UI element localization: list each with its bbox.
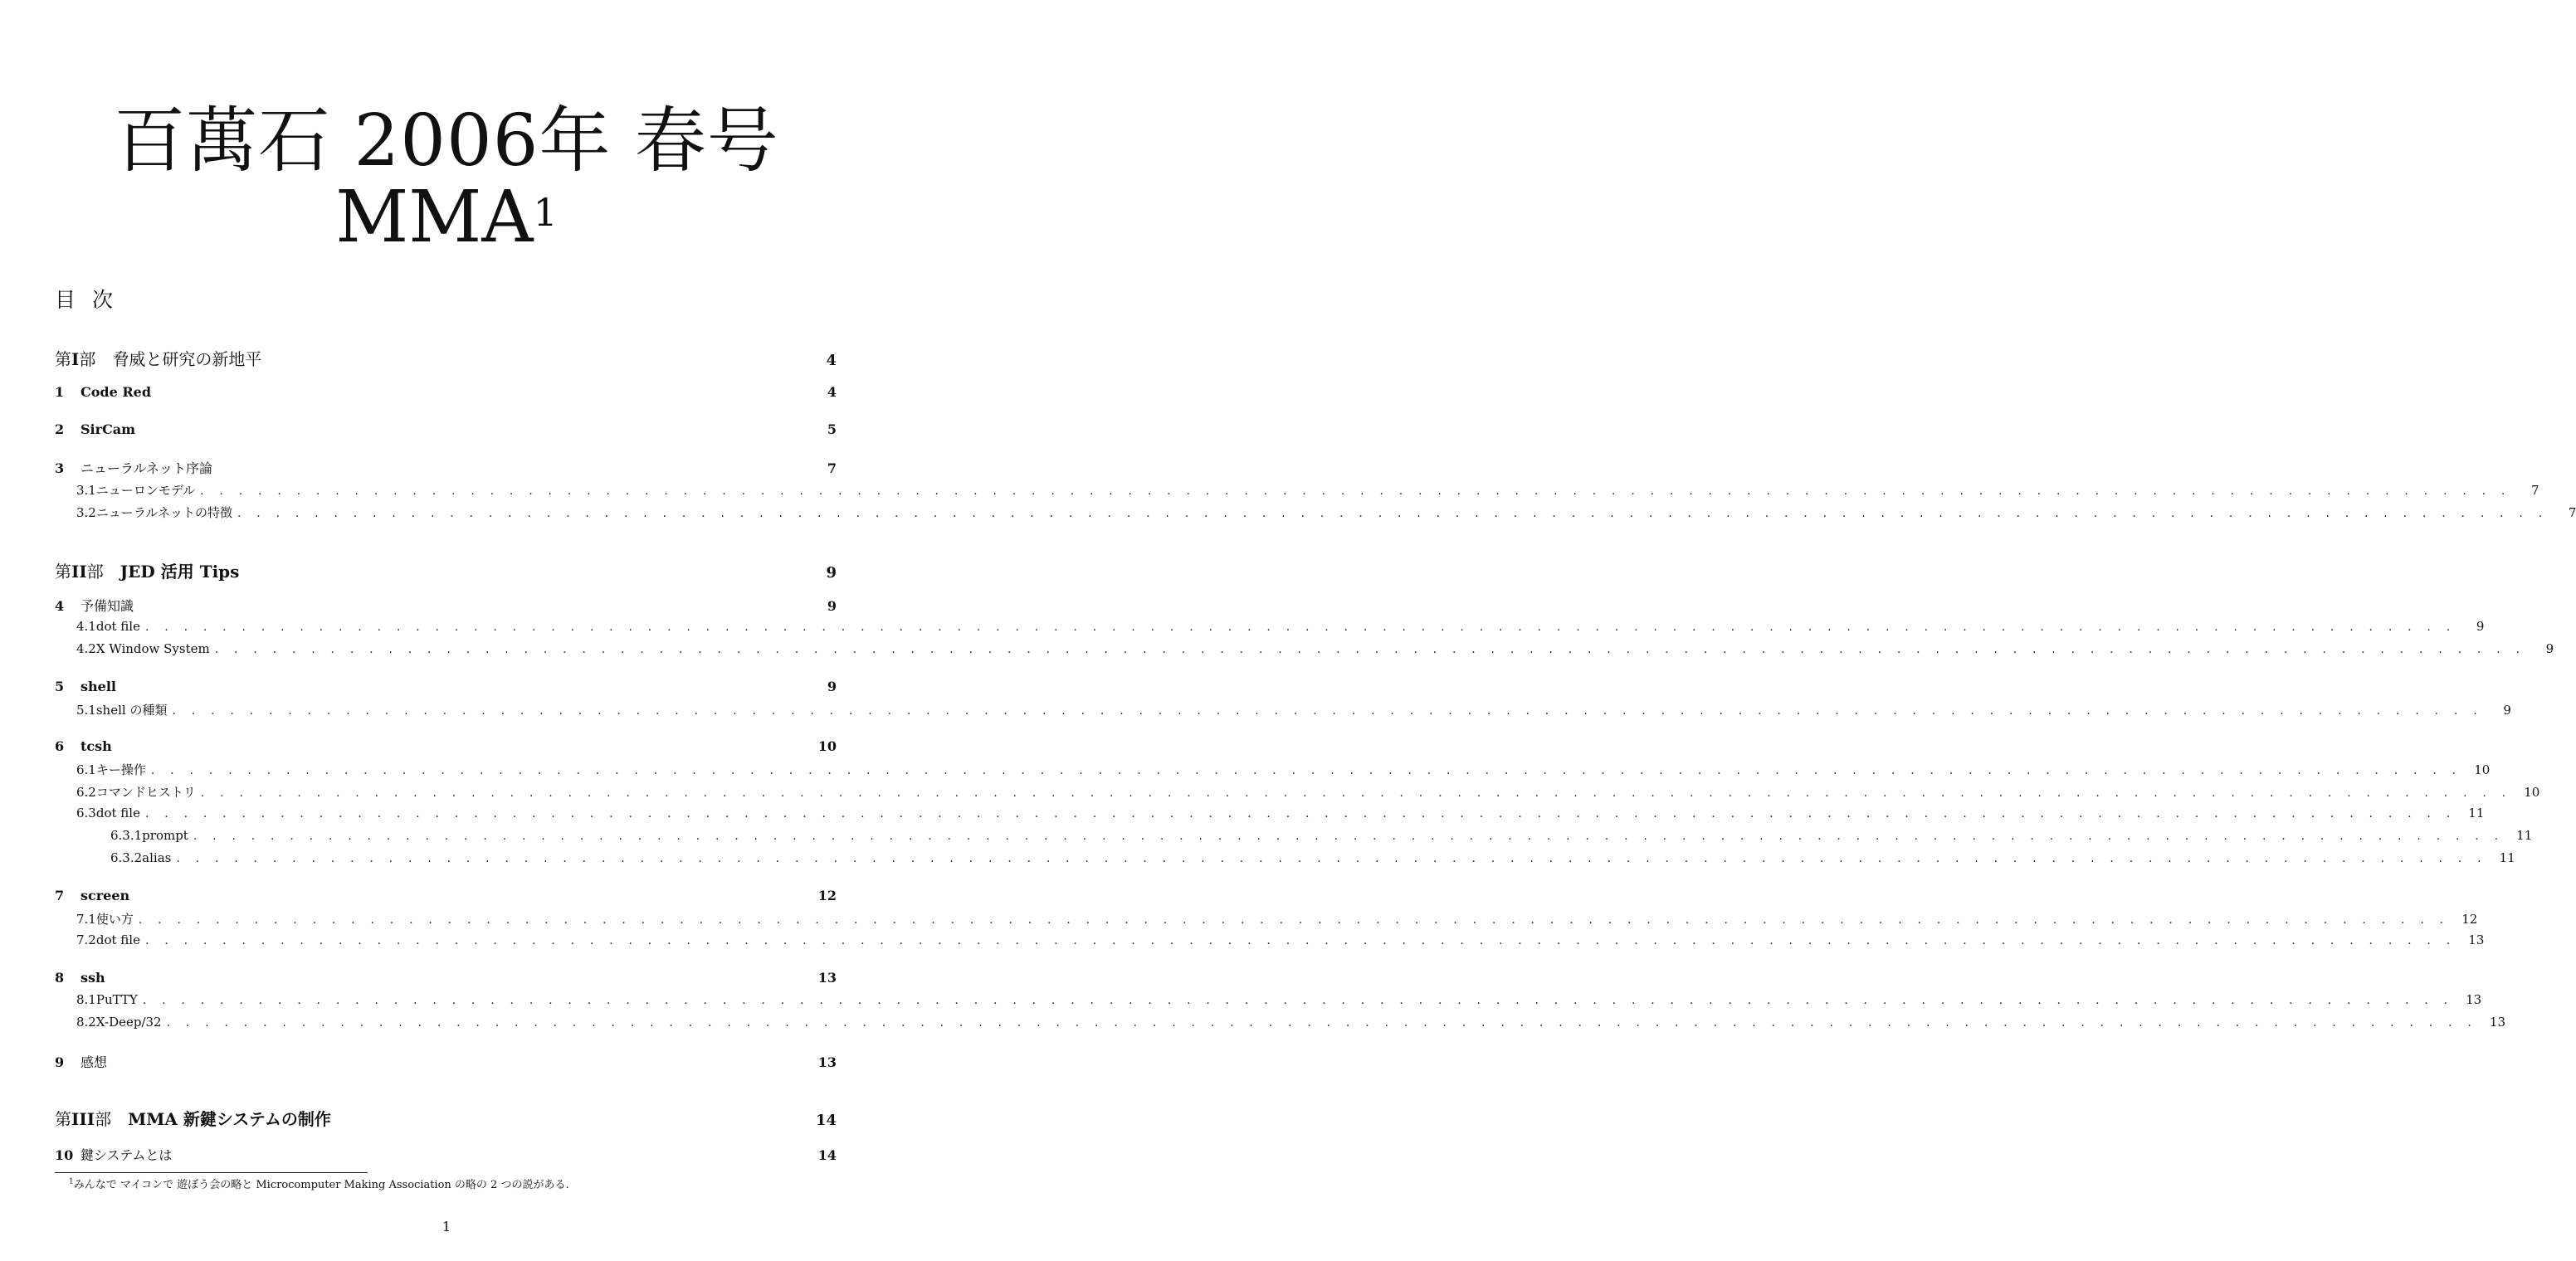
toc-entry-sec[interactable] [55,1052,837,1071]
toc-entry-number: 6.3.1 [110,828,143,843]
toc-part-prefix: 第 [55,349,71,369]
toc-entry-number: 8.2 [76,1015,96,1030]
toc-dot-leader: . . . . . . . . . . . . . . . . . . . . . . . . . . . . . . . . . . . . . . . . . . . . . . . . . . . . . . . . . . . . . . . . . . . . . . . . . . . . . . . . . . . . . . . . . . . . . . . . . . . . . . . . . . . . . . . . . . . . . . . . [237,507,2549,520]
toc-page-number: 13 [2468,932,2485,947]
toc-entry-number: 1 [55,384,65,400]
toc-dot-leader: . . . . . . . . . . . . . . . . . . . . . . . . . . . . . . . . . . . . . . . . . . . . . . . . . . . . . . . . . . . . . . . . . . . . . . . . . . . . . . . . . . . . . . . . . . . . . . . . . . . . . . . . . . . . . . . . . . . . . . . . [144,621,2456,634]
toc-dot-leader: . . . . . . . . . . . . . . . . . . . . . . . . . . . . . . . . . . . . . . . . . . . . . . . . . . . . . . . . . . . . . . . . . . . . . . . . . . . . . . . . . . . . . . . . . . . . . . . . . . . . . . . . . . . . . . . . . . . . . . . . [193,830,2505,843]
toc-entry-sec[interactable] [55,738,837,754]
toc-part-number: III [71,1109,95,1129]
toc-page-number: 11 [2468,806,2485,820]
toc-dot-leader: . . . . . . . . . . . . . . . . . . . . . . . . . . . . . . . . . . . . . . . . . . . . . . . . . . . . . . . . . . . . . . . . . . . . . . . . . . . . . . . . . . . . . . . . . . . . . . . . . . . . . . . . . . . . . . . . . . . . . . . . [142,994,2454,1007]
toc-entry-number: 6.3.2 [110,850,143,865]
title-mma: MMA [335,176,534,259]
toc-entry-number: 4 [55,598,65,614]
toc-page-number: 7 [827,460,837,476]
toc-entry-subsub[interactable] [55,850,2515,865]
toc-page-number: 9 [2476,619,2485,634]
toc-entry-title: ニューロンモデル [95,483,196,498]
toc-entry-sub[interactable] [55,641,2554,656]
toc-entry-title: 鍵システムとは [80,1147,173,1163]
toc-page-number: 7 [2530,483,2539,498]
toc-entry-sub[interactable] [55,783,2540,801]
toc-page-number: 9 [827,679,837,694]
page-number: 1 [442,1219,451,1234]
toc-dot-leader: . . . . . . . . . . . . . . . . . . . . . . . . . . . . . . . . . . . . . . . . . . . . . . . . . . . . . . . . . . . . . . . . . . . . . . . . . . . . . . . . . . . . . . . . . . . . . . . . . . . . . . . . . . . . . . . . . . . . . . . . [200,786,2512,800]
toc-entry-subsub[interactable] [55,828,2533,843]
toc-dot-leader: . . . . . . . . . . . . . . . . . . . . . . . . . . . . . . . . . . . . . . . . . . . . . . . . . . . . . . . . . . . . . . . . . . . . . . . . . . . . . . . . . . . . . . . . . . . . . . . . . . . . . . . . . . . . . . . . . . . . . . . . [176,852,2487,865]
toc-part-suffix: 部 [79,349,96,369]
toc-part-number: II [71,562,87,582]
toc-entry-title: dot file [95,932,140,947]
toc-entry-number: 8.1 [76,992,96,1007]
toc-entry-title: コマンドヒストリ [95,785,196,800]
toc-entry-title: dot file [95,619,140,634]
toc-dot-leader: . . . . . . . . . . . . . . . . . . . . . . . . . . . . . . . . . . . . . . . . . . . . . . . . . . . . . . . . . . . . . . . . . . . . . . . . . . . . . . . . . . . . . . . . . . . . . . . . . . . . . . . . . . . . . . . . . . . . . . . . [214,643,2526,656]
toc-page-number: 9 [826,564,837,582]
toc-dot-leader: . . . . . . . . . . . . . . . . . . . . . . . . . . . . . . . . . . . . . . . . . . . . . . . . . . . . . . . . . . . . . . . . . . . . . . . . . . . . . . . . . . . . . . . . . . . . . . . . . . . . . . . . . . . . . . . . . . . . . . . . [144,807,2456,820]
toc-entry-number: 7.2 [76,932,96,947]
toc-entry-part[interactable] [55,346,837,370]
toc-dot-leader: . . . . . . . . . . . . . . . . . . . . . . . . . . . . . . . . . . . . . . . . . . . . . . . . . . . . . . . . . . . . . . . . . . . . . . . . . . . . . . . . . . . . . . . . . . . . . . . . . . . . . . . . . . . . . . . . . . . . . . . . [166,1016,2478,1030]
toc-part-title: 脅威と研究の新地平 [112,349,262,369]
toc-entry-sub[interactable] [55,481,2539,499]
toc-page-number: 12 [2461,912,2478,927]
toc-entry-sec[interactable] [55,384,837,400]
toc-entry-sub[interactable] [55,806,2485,820]
toc-entry-number: 10 [55,1147,74,1163]
toc-page-number: 4 [827,384,837,400]
toc-entry-number: 4.1 [76,619,96,634]
toc-page-number: 5 [827,421,837,437]
toc-entry-sec[interactable] [55,1145,837,1164]
footnote [69,1176,569,1191]
toc-part-title: MMA 新鍵システムの制作 [128,1109,331,1129]
toc-page-number: 9 [827,598,837,614]
toc-entry-number: 3.2 [76,505,96,520]
toc-entry-number: 2 [55,421,65,437]
toc-part-prefix: 第 [55,1109,71,1129]
toc-entry-sub[interactable] [55,761,2491,778]
toc-page-number: 12 [817,888,837,903]
toc-page-number: 14 [817,1147,837,1163]
toc-entry-number: 8 [55,970,65,986]
toc-part-prefix: 第 [55,562,71,582]
toc-part-suffix: 部 [95,1109,112,1129]
toc-entry-sec[interactable] [55,596,837,615]
toc-entry-title: dot file [95,806,140,820]
toc-page-number: 7 [2568,505,2576,520]
toc-entry-number: 3 [55,460,65,476]
toc-entry-title: ニューラルネット序論 [80,460,213,476]
toc-dot-leader: . . . . . . . . . . . . . . . . . . . . . . . . . . . . . . . . . . . . . . . . . . . . . . . . . . . . . . . . . . . . . . . . . . . . . . . . . . . . . . . . . . . . . . . . . . . . . . . . . . . . . . . . . . . . . . . . . . . . . . . . [150,764,2462,777]
toc-entry-number: 5.1 [76,703,96,718]
toc-entry-sub[interactable] [55,910,2478,927]
toc-page-number: 13 [817,1054,837,1070]
toc-dot-leader: . . . . . . . . . . . . . . . . . . . . . . . . . . . . . . . . . . . . . . . . . . . . . . . . . . . . . . . . . . . . . . . . . . . . . . . . . . . . . . . . . . . . . . . . . . . . . . . . . . . . . . . . . . . . . . . . . . . . . . . . [172,704,2483,718]
toc-entry-number: 9 [55,1054,65,1070]
toc-entry-number: 6.2 [76,785,96,800]
toc-page-number: 13 [2489,1015,2506,1030]
toc-page-number: 10 [2524,785,2540,800]
toc-entry-sub[interactable] [55,701,2511,718]
toc-entry-title: SirCam [80,421,136,437]
toc-entry-title: Code Red [80,384,152,400]
toc-page-number: 13 [817,970,837,986]
toc-entry-title: ssh [80,970,105,986]
toc-entry-title: tcsh [80,738,112,754]
toc-part-title: JED 活用 Tips [120,562,240,582]
toc-page-number: 9 [2503,703,2511,718]
toc-entry-title: X-Deep/32 [95,1015,162,1030]
title-footnote-mark: 1 [533,190,558,235]
document-title-line-1: 百萬石 2006年 春号 [114,100,779,183]
toc-entry-title: 予備知識 [80,598,134,614]
toc-entry-number: 4.2 [76,641,96,656]
toc-part-suffix: 部 [86,562,104,582]
footnote-rule [55,1172,368,1173]
footnote-mark: 1 [69,1177,74,1186]
toc-entry-sec[interactable] [55,458,837,477]
toc-entry-sub[interactable] [55,619,2485,634]
toc-entry-number: 7 [55,888,65,903]
toc-entry-title: screen [80,888,130,903]
toc-page-number: 10 [817,738,837,754]
toc-entry-title: alias [142,850,172,865]
toc-entry-sub[interactable] [55,992,2482,1007]
toc-dot-leader: . . . . . . . . . . . . . . . . . . . . . . . . . . . . . . . . . . . . . . . . . . . . . . . . . . . . . . . . . . . . . . . . . . . . . . . . . . . . . . . . . . . . . . . . . . . . . . . . . . . . . . . . . . . . . . . . . . . . . . . . [144,934,2456,947]
toc-entry-title: キー操作 [95,762,146,777]
toc-entry-part[interactable] [55,1106,837,1130]
toc-page-number: 11 [2499,850,2515,865]
toc-entry-number: 6.3 [76,806,96,820]
toc-dot-leader: . . . . . . . . . . . . . . . . . . . . . . . . . . . . . . . . . . . . . . . . . . . . . . . . . . . . . . . . . . . . . . . . . . . . . . . . . . . . . . . . . . . . . . . . . . . . . . . . . . . . . . . . . . . . . . . . . . . . . . . . [200,484,2511,498]
toc-entry-part[interactable] [55,558,837,582]
footnote-text: みんなで マイコンで 遊ぼう会の略と Microcomputer Making Association の略の 2 つの説がある. [73,1179,569,1191]
toc-entry-number: 6.1 [76,762,96,777]
toc-entry-title: prompt [142,828,188,843]
toc-page-number: 9 [2545,641,2554,656]
toc-entry-title: 使い方 [95,912,134,927]
toc-entry-number: 3.1 [76,483,96,498]
toc-entry-number: 6 [55,738,65,754]
toc-entry-sec[interactable] [55,888,837,903]
toc-entry-sec[interactable] [55,421,837,437]
toc-page-number: 11 [2516,828,2533,843]
toc-entry-title: shell の種類 [95,703,168,718]
toc-page-number: 10 [2474,762,2491,777]
toc-dot-leader: . . . . . . . . . . . . . . . . . . . . . . . . . . . . . . . . . . . . . . . . . . . . . . . . . . . . . . . . . . . . . . . . . . . . . . . . . . . . . . . . . . . . . . . . . . . . . . . . . . . . . . . . . . . . . . . . . . . . . . . . [138,913,2450,927]
toc-entry-number: 5 [55,679,65,694]
toc-entry-sub[interactable] [55,504,2576,521]
toc-entry-title: X Window System [95,641,210,656]
toc-entry-title: ニューラルネットの特徴 [95,505,232,520]
toc-entry-sec[interactable] [55,679,837,694]
toc-entry-title: shell [80,679,116,694]
toc-page-number: 4 [826,352,837,369]
document-title-line-2 [0,176,893,259]
toc-entry-title: PuTTY [95,992,138,1007]
toc-entry-sub[interactable] [55,1015,2506,1030]
toc-entry-title: 感想 [80,1054,108,1070]
toc-entry-sec[interactable] [55,970,837,986]
toc-entry-sub[interactable] [55,932,2485,947]
toc-heading: 目 次 [55,288,118,312]
toc-entry-number: 7.1 [76,912,96,927]
toc-page-number: 14 [815,1112,837,1129]
toc-page-number: 13 [2466,992,2482,1007]
toc-part-number: I [71,349,80,369]
